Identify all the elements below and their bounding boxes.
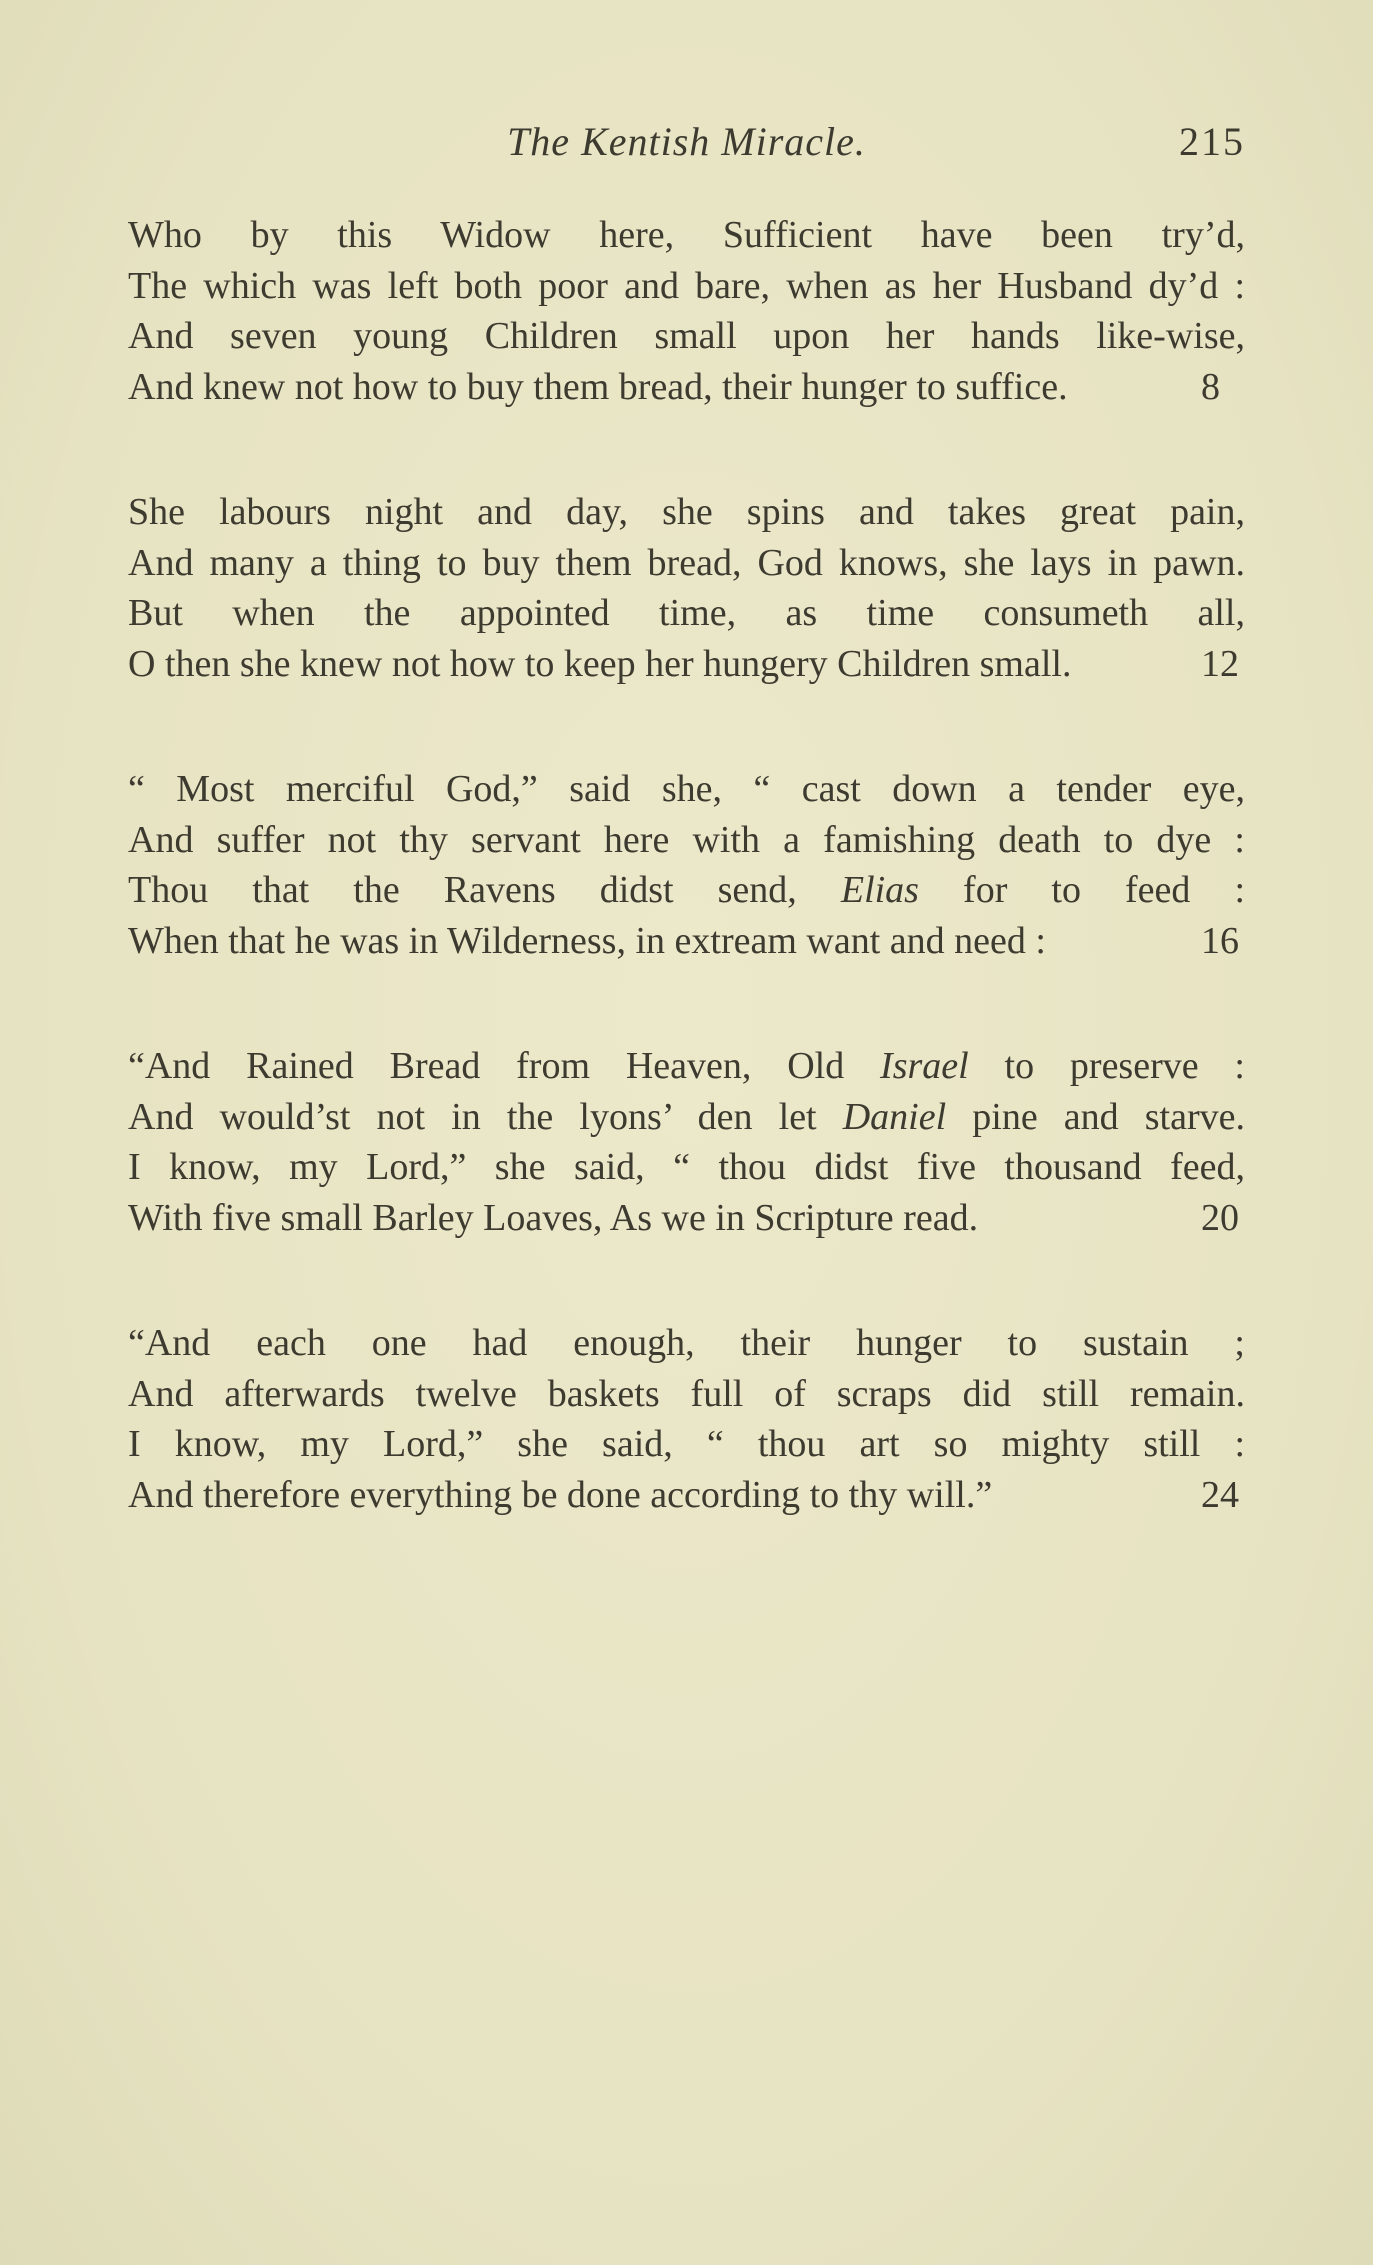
verse-line: And therefore everything be done according to thy will.” 24 [128, 1473, 1239, 1516]
verse-text: pine and starve. [946, 1095, 1245, 1138]
verse-line [128, 311, 1245, 362]
verse-text: When that he was in Wilderness, in extream want and need : [128, 919, 1046, 962]
stanza [128, 487, 1245, 689]
verse-text: And suffer not thy servant here with a famishing death to dye : [128, 818, 1245, 861]
verse-line [128, 588, 1245, 639]
verse-line [128, 1041, 1245, 1092]
poem-body [128, 210, 1245, 1595]
italic-name: Elias [840, 869, 919, 911]
verse-text: I know, my Lord,” she said, “ thou art so mighty still : [128, 1423, 1245, 1465]
running-title: The Kentish Miracle. [507, 119, 866, 164]
verse-line [128, 1318, 1245, 1369]
verse-text: And therefore everything be done according to thy will.” [128, 1473, 993, 1516]
verse-text: And afterwards twelve baskets full of scraps did still remain. [128, 1372, 1245, 1415]
verse-text: “And each one had enough, their hunger to sustain ; [128, 1322, 1245, 1364]
verse-line [128, 815, 1245, 866]
stanza [128, 210, 1245, 412]
italic-name: Israel [880, 1045, 969, 1087]
verse-text: But when the appointed time, as time consumeth all, [128, 592, 1245, 634]
verse-text: for to feed : [918, 869, 1246, 911]
verse-text: “And Rained Bread from Heaven, Old [128, 1045, 881, 1087]
running-head [128, 118, 1245, 178]
verse-text: Who by this Widow here, Sufficient have been try’d, [128, 214, 1245, 256]
verse-text: to preserve : [968, 1045, 1245, 1087]
verse-line [128, 1369, 1245, 1420]
verse-line: O then she knew not how to keep her hungery Children small. 12 [128, 642, 1239, 685]
verse-line [128, 538, 1245, 589]
verse-line [128, 210, 1245, 261]
verse-line [128, 1092, 1245, 1143]
verse-text: And would’st not in the lyons’ den let [128, 1095, 843, 1138]
verse-text: I know, my Lord,” she said, “ thou didst five thousand feed, [128, 1146, 1245, 1188]
verse-line: And knew not how to buy them bread, their hunger to suffice. 8 [128, 365, 1220, 408]
verse-text: And many a thing to buy them bread, God knows, she lays in pawn. [128, 541, 1245, 584]
verse-line [128, 1419, 1245, 1470]
verse-line [128, 1142, 1245, 1193]
italic-name: Daniel [842, 1095, 947, 1138]
verse-text: And knew not how to buy them bread, their hunger to suffice. [128, 365, 1068, 408]
verse-line: With five small Barley Loaves, As we in Scripture read. 20 [128, 1196, 1239, 1239]
verse-text: O then she knew not how to keep her hungery Children small. [128, 642, 1072, 685]
verse-line [128, 261, 1245, 312]
verse-line: When that he was in Wilderness, in extream want and need : 16 [128, 919, 1239, 962]
page-number: 215 [1179, 119, 1245, 164]
stanza [128, 764, 1245, 966]
verse-text: And seven young Children small upon her hands like-wise, [128, 315, 1245, 357]
stanza [128, 1041, 1245, 1243]
verse-line [128, 764, 1245, 815]
verse-text: The which was left both poor and bare, when as her Husband dy’d : [128, 264, 1245, 307]
verse-line [128, 865, 1245, 916]
verse-text: She labours night and day, she spins and takes great pain, [128, 491, 1245, 533]
verse-text: With five small Barley Loaves, As we in Scripture read. [128, 1196, 979, 1239]
verse-text: Thou that the Ravens didst send, [128, 869, 841, 911]
stanza [128, 1318, 1245, 1520]
verse-text: “ Most merciful God,” said she, “ cast down a tender eye, [128, 768, 1245, 810]
verse-line [128, 487, 1245, 538]
